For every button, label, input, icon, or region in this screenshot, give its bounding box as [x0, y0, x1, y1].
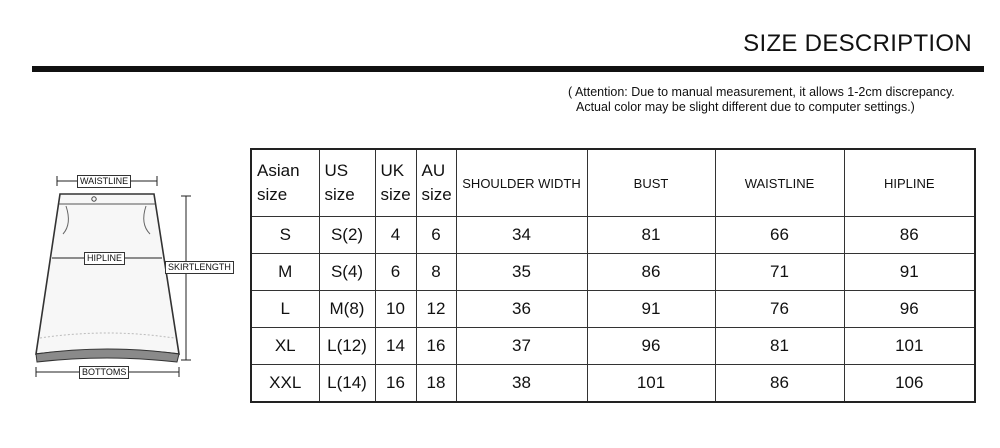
- cell-bust: 86: [587, 254, 715, 291]
- skirt-illustration: [22, 168, 234, 383]
- table-row: [251, 217, 975, 254]
- waistline-label: WAISTLINE: [77, 175, 131, 188]
- cell-au-size: 16: [416, 328, 456, 365]
- cell-au-size: 18: [416, 365, 456, 403]
- cell-us-size: L(12): [319, 328, 375, 365]
- cell-shoulder-width: 35: [456, 254, 587, 291]
- table-row: [251, 254, 975, 291]
- cell-au-size: 8: [416, 254, 456, 291]
- cell-asian-size: S: [251, 217, 319, 254]
- header-asian-size: Asian size: [251, 149, 319, 217]
- note-line-2: Actual color may be slight different due to computer settings.): [576, 100, 915, 114]
- table-row: [251, 365, 975, 403]
- cell-us-size: S(4): [319, 254, 375, 291]
- cell-waistline: 71: [715, 254, 844, 291]
- skirtlength-label: SKIRTLENGTH: [165, 261, 234, 274]
- cell-hipline: 91: [844, 254, 975, 291]
- cell-bust: 91: [587, 291, 715, 328]
- skirt-diagram: [22, 168, 234, 383]
- header-waistline: WAISTLINE: [715, 149, 844, 217]
- cell-asian-size: M: [251, 254, 319, 291]
- cell-us-size: L(14): [319, 365, 375, 403]
- cell-uk-size: 4: [375, 217, 416, 254]
- cell-us-size: M(8): [319, 291, 375, 328]
- cell-shoulder-width: 38: [456, 365, 587, 403]
- cell-bust: 96: [587, 328, 715, 365]
- cell-bust: 101: [587, 365, 715, 403]
- title-divider: [32, 66, 984, 72]
- cell-waistline: 66: [715, 217, 844, 254]
- cell-us-size: S(2): [319, 217, 375, 254]
- header-hipline: HIPLINE: [844, 149, 975, 217]
- table-row: [251, 328, 975, 365]
- cell-au-size: 12: [416, 291, 456, 328]
- table-header-row: [251, 149, 975, 217]
- cell-waistline: 76: [715, 291, 844, 328]
- cell-uk-size: 6: [375, 254, 416, 291]
- cell-asian-size: XXL: [251, 365, 319, 403]
- cell-hipline: 106: [844, 365, 975, 403]
- cell-uk-size: 14: [375, 328, 416, 365]
- header-au-size: AU size: [416, 149, 456, 217]
- cell-waistline: 86: [715, 365, 844, 403]
- bottoms-label: BOTTOMS: [79, 366, 129, 379]
- cell-shoulder-width: 34: [456, 217, 587, 254]
- cell-hipline: 86: [844, 217, 975, 254]
- cell-waistline: 81: [715, 328, 844, 365]
- cell-shoulder-width: 36: [456, 291, 587, 328]
- header-uk-size: UK size: [375, 149, 416, 217]
- cell-shoulder-width: 37: [456, 328, 587, 365]
- cell-uk-size: 10: [375, 291, 416, 328]
- cell-asian-size: L: [251, 291, 319, 328]
- header-bust: BUST: [587, 149, 715, 217]
- note-line-1: ( Attention: Due to manual measurement, it allows 1-2cm discrepancy.: [568, 85, 955, 99]
- size-chart-table: [250, 148, 976, 403]
- table-row: [251, 291, 975, 328]
- attention-note: [568, 85, 955, 115]
- cell-hipline: 101: [844, 328, 975, 365]
- header-shoulder-width: SHOULDER WIDTH: [456, 149, 587, 217]
- hipline-label: HIPLINE: [84, 252, 125, 265]
- cell-au-size: 6: [416, 217, 456, 254]
- cell-bust: 81: [587, 217, 715, 254]
- header-us-size: US size: [319, 149, 375, 217]
- page-title: SIZE DESCRIPTION: [743, 30, 972, 57]
- cell-asian-size: XL: [251, 328, 319, 365]
- cell-hipline: 96: [844, 291, 975, 328]
- cell-uk-size: 16: [375, 365, 416, 403]
